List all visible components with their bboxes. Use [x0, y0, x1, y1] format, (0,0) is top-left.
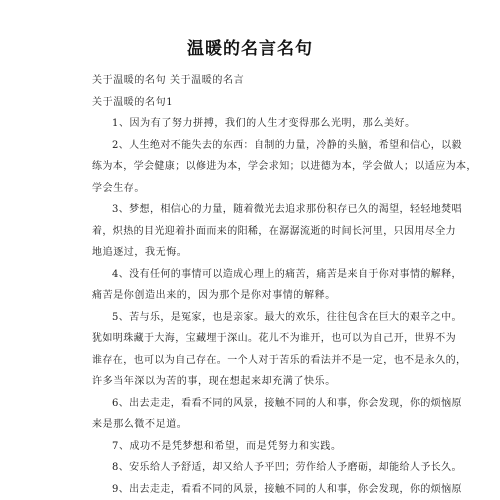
text-line: 8、安乐给人予舒适，却又给人予平凹；劳作给人予磨砺，却能给人予长久。: [92, 457, 418, 479]
text-line: 6、出去走走，看看不同的风景，接触不同的人和事，你会发现，你的烦恼原: [92, 393, 418, 415]
text-line: 许多当年深以为苦的事，现在想起来却充满了快乐。: [92, 371, 418, 393]
text-line: 地追逐过，我无悔。: [92, 242, 418, 264]
text-line: 关于温暖的名句1: [92, 92, 418, 114]
text-line: 练为本，学会健康；以修进为本，学会求知；以进德为本，学会做人；以适应为本，: [92, 156, 418, 178]
text-line: 4、没有任何的事情可以造成心理上的痛苦，痛苦是来自于你对事情的解释，: [92, 264, 418, 286]
text-line: 着，炽热的目光迎着扑面而来的阳稀，在潺潺流逝的时间长河里，只因用尽全力: [92, 221, 418, 243]
text-line: 2、人生绝对不能失去的东西：自制的力量，冷静的头脑，希望和信心，以毅: [92, 135, 418, 157]
text-line: 7、成功不是凭梦想和希望，而是凭努力和实践。: [92, 436, 418, 458]
text-line: 9、出去走走，看看不同的风景，接触不同的人和事，你会发现，你的烦恼原: [92, 479, 418, 500]
document-body: [92, 70, 418, 500]
text-line: 来是那么微不足道。: [92, 414, 418, 436]
text-line: 学会生存。: [92, 178, 418, 200]
text-line: 5、苦与乐，是冤家，也是亲家。最大的欢乐，往往包含在巨大的艰辛之中。: [92, 307, 418, 329]
page-title: 温暖的名言名句: [0, 34, 500, 59]
text-line: 1、因为有了努力拼搏，我们的人生才变得那么光明，那么美好。: [92, 113, 418, 135]
text-line: 谁存在，也可以为自己存在。一个人对于苦乐的看法并不是一定，也不是永久的，: [92, 350, 418, 372]
text-line: 犹如明珠藏于大海，宝藏埋于深山。花儿不为谁开，也可以为自己开，世界不为: [92, 328, 418, 350]
text-line: 关于温暖的名句 关于温暖的名言: [92, 70, 418, 92]
text-line: 痛苦是你创造出来的，因为那个是你对事情的解释。: [92, 285, 418, 307]
text-line: 3、梦想，相信心的力量，随着微光去追求那份积存已久的渴望，轻轻地焚唱: [92, 199, 418, 221]
